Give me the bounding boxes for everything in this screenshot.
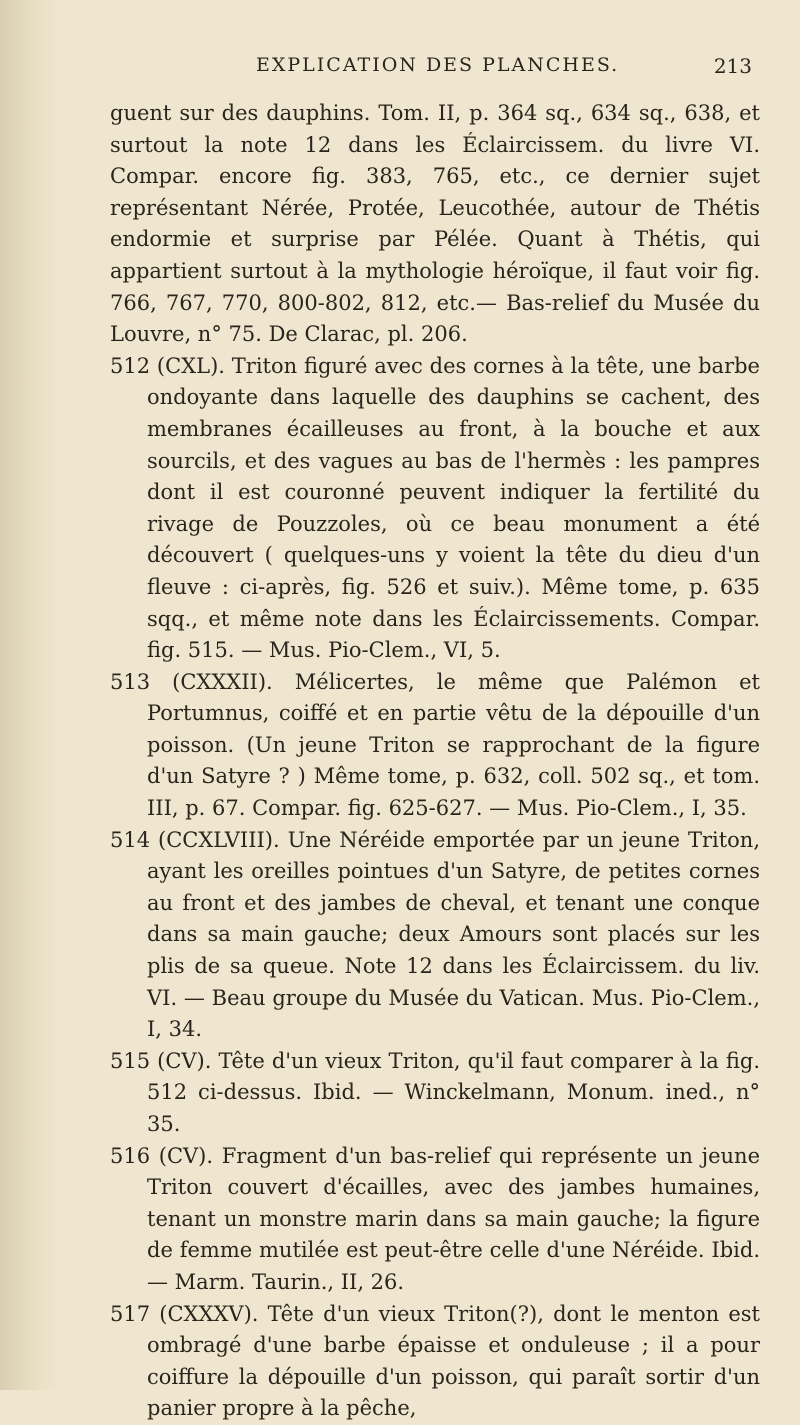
page-edge-shadow xyxy=(0,0,60,1390)
body-text xyxy=(110,98,760,1425)
page-number: 213 xyxy=(713,54,752,78)
running-title: EXPLICATION DES PLANCHES. xyxy=(256,54,620,76)
entry-515: 515 (CV). Tête d'un vieux Triton, qu'il faut comparer à la fig. 512 ci-dessus. Ibid. — Winckelmann, Monum. ined., n° 35. xyxy=(110,1048,760,1136)
paragraph-continuation: guent sur des dauphins. Tom. II, p. 364 sq., 634 sq., 638, et surtout la note 12 dans les Éclaircissem. du livre VI. Compar. encore fig. 383, 765, etc., ce dernier sujet représentant Nérée, Protée, Leucothée, autour de Thétis endormie et surprise par Pélée. Quant à Thétis, qui appartient surtout à la mythologie héroïque, il faut voir fig. 766, 767, 770, 800-802, 812, etc.— Bas-relief du Musée du Louvre, n° 75. De Clarac, pl. 206. xyxy=(110,101,760,347)
running-header xyxy=(0,54,800,84)
entry-516: 516 (CV). Fragment d'un bas-relief qui représente un jeune Triton couvert d'écailles, avec des jambes humaines, tenant un monstre marin dans sa main gauche; la figure de femme mutilée est peut-être celle d'une Néréide. Ibid. — Marm. Taurin., II, 26. xyxy=(110,1143,760,1294)
entry-517: 517 (CXXXV). Tête d'un vieux Triton(?), dont le menton est ombragé d'une barbe épaisse et onduleuse ; il a pour coiffure la dépouille d'un poisson, qui paraît sortir d'un panier propre à la pêche, xyxy=(110,1301,760,1421)
entry-513: 513 (CXXXII). Mélicertes, le même que Palémon et Portumnus, coiffé et en partie vêtu de la dépouille d'un poisson. (Un jeune Triton se rapprochant de la figure d'un Satyre ? ) Même tome, p. 632, coll. 502 sq., et tom. III, p. 67. Compar. fig. 625-627. — Mus. Pio-Clem., I, 35. xyxy=(110,669,760,821)
entry-512: 512 (CXL). Triton figuré avec des cornes à la tête, une barbe ondoyante dans laquelle des dauphins se cachent, des membranes écailleuses au front, à la bouche et aux sourcils, et des vagues au bas de l'hermès : les pampres dont il est couronné peuvent indiquer la fertilité du rivage de Pouzzoles, où ce beau monument a été découvert ( quelques-uns y voient la tête du dieu d'un fleuve : ci-après, fig. 526 et suiv.). Même tome, p. 635 sqq., et même note dans les Éclaircissements. Compar. fig. 515. — Mus. Pio-Clem., VI, 5. xyxy=(110,353,760,663)
entry-514: 514 (CCXLVIII). Une Néréide emportée par un jeune Triton, ayant les oreilles pointues d'un Satyre, de petites cornes au front et des jambes de cheval, et tenant une conque dans sa main gauche; deux Amours sont placés sur les plis de sa queue. Note 12 dans les Éclaircissem. du liv. VI. — Beau groupe du Musée du Vatican. Mus. Pio-Clem., I, 34. xyxy=(110,827,760,1042)
